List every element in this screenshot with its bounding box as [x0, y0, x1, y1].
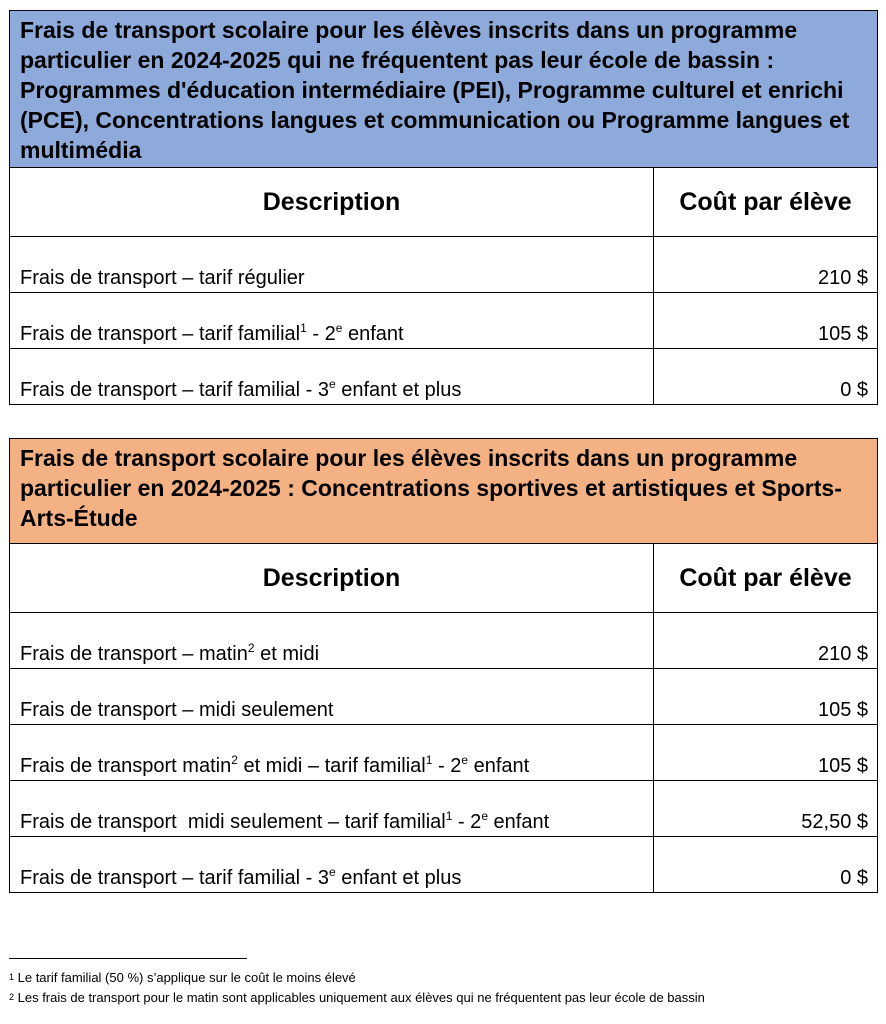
- table-row: [10, 293, 878, 349]
- table-row: [10, 613, 878, 669]
- row-description: Frais de transport – tarif familial - 3e enfant et plus: [10, 837, 654, 893]
- row-description: Frais de transport – midi seulement: [10, 669, 654, 725]
- column-header-description: Description: [10, 168, 654, 237]
- table-row: [10, 781, 878, 837]
- footnote-separator: [9, 958, 247, 959]
- column-header-cost: Coût par élève: [654, 168, 878, 237]
- row-description: Frais de transport matin$^2$ et midi – tarif familial$^1$ - 2e enfant: [10, 725, 654, 781]
- table-row: [10, 837, 878, 893]
- row-cost: 0 $: [654, 349, 878, 405]
- row-cost: 105 $: [654, 725, 878, 781]
- fees-table-sports-arts: [9, 438, 878, 893]
- row-cost: 52,50 $: [654, 781, 878, 837]
- table-title: Frais de transport scolaire pour les élèves inscrits dans un programme particulier en 2024-2025 : Concentrations sportives et artistiques et Sports-Arts-Étude: [10, 439, 878, 544]
- row-cost: 210 $: [654, 237, 878, 293]
- table-row: [10, 349, 878, 405]
- row-description: Frais de transport – tarif régulier: [10, 237, 654, 293]
- fees-table-pei-pce: [9, 10, 878, 405]
- column-header-cost: Coût par élève: [654, 544, 878, 613]
- footnote-2: $^2$ Les frais de transport pour le matin sont applicables uniquement aux élèves qui ne fréquentent pas leur école de bassin: [9, 990, 705, 1005]
- footnote-ref: 1: [300, 321, 307, 335]
- row-cost: 105 $: [654, 293, 878, 349]
- row-description: Frais de transport midi seulement – tarif familial$^1$ - 2e enfant: [10, 781, 654, 837]
- table-row: [10, 725, 878, 781]
- table-row: [10, 669, 878, 725]
- row-description: Frais de transport – matin$^2$ et midi: [10, 613, 654, 669]
- row-cost: 0 $: [654, 837, 878, 893]
- footnote-ref: 2: [247, 641, 255, 655]
- table-row: [10, 237, 878, 293]
- row-cost: 105 $: [654, 669, 878, 725]
- footnote-1: $^1$ Le tarif familial (50 %) s’applique sur le coût le moins élevé: [9, 970, 356, 985]
- row-description: Frais de transport – tarif familial - 3e enfant et plus: [10, 349, 654, 405]
- row-description: Frais de transport – tarif familial$^1$ - 2e enfant: [10, 293, 654, 349]
- table-title: Frais de transport scolaire pour les élèves inscrits dans un programme particulier en 2024-2025 qui ne fréquentent pas leur école de bassin : Programmes d'éducation intermédiaire (PEI), Programme culturel et enrichi (PCE), Concentrations langues et communication ou Programme langues et multimédia: [10, 11, 878, 168]
- row-cost: 210 $: [654, 613, 878, 669]
- column-header-description: Description: [10, 544, 654, 613]
